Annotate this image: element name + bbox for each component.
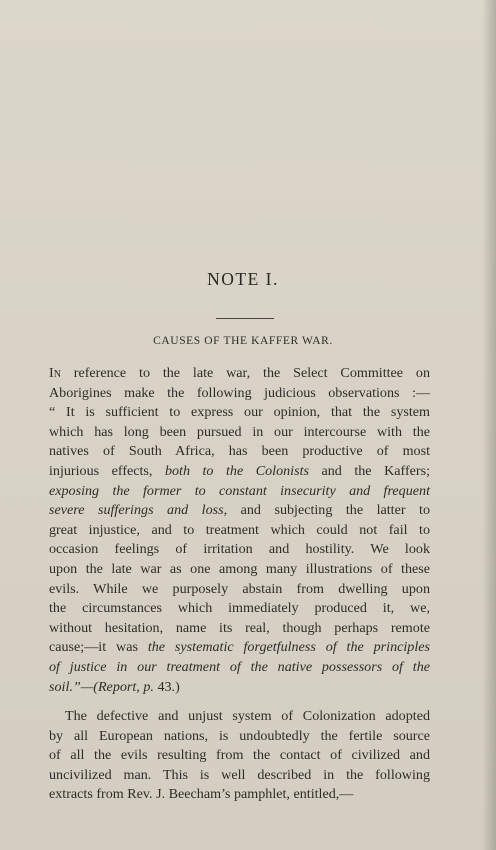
text-segment: of all the evils resulting from the contact of civilized and [49, 747, 430, 764]
text-segment: and the Kaffers; [308, 462, 430, 479]
text-segment: Report, p. [97, 678, 154, 695]
text-segment: upon the late war as one among many illustrations of these [49, 560, 430, 577]
text-segment: by all European nations, is undoubtedly the fertile source [49, 727, 430, 744]
text-line [49, 462, 430, 482]
text-segment: severe sufferings and loss, [49, 502, 228, 519]
text-line [49, 560, 430, 580]
text-line [49, 638, 430, 658]
paragraph-1 [49, 364, 430, 697]
text-segment: The defective and unjust system of Colonization adopted [65, 708, 430, 725]
text-segment: injurious effects, [49, 462, 165, 479]
text-line [49, 580, 430, 600]
page-edge-shadow [482, 0, 496, 850]
text-line [49, 619, 430, 639]
note-title: NOTE I. [207, 269, 279, 289]
text-segment: which has long been pursued in our intercourse with the [49, 423, 430, 440]
title-rule [216, 318, 274, 319]
text-segment: both to the Colonists [164, 462, 309, 479]
text-line [49, 384, 430, 404]
text-line [49, 727, 430, 747]
text-line [49, 707, 430, 727]
text-segment: reference to the late war, the Select Committee on [60, 365, 430, 381]
text-line [49, 501, 430, 521]
body-text [49, 364, 430, 805]
text-line [49, 423, 430, 443]
text-line [49, 658, 430, 678]
text-segment: the circumstances which immediately produced it, we, [49, 600, 430, 617]
text-segment: cause;—it was [49, 639, 148, 656]
text-line [49, 540, 430, 560]
text-line [49, 403, 430, 423]
text-line [49, 364, 430, 384]
text-line [49, 482, 430, 502]
text-line [49, 521, 430, 541]
paragraph-2 [49, 707, 430, 805]
text-segment: of justice in our treatment of the native possessors of the [49, 658, 430, 675]
text-line [49, 442, 430, 462]
text-line [49, 766, 430, 786]
text-segment: In [49, 365, 61, 381]
text-line [49, 678, 430, 698]
text-segment: Aborigines make the following judicious observations :— [49, 384, 430, 401]
text-line [49, 599, 430, 619]
paragraph-gap [49, 697, 430, 707]
text-segment: without hesitation, name its real, though perhaps remote [49, 619, 430, 636]
text-segment: natives of South Africa, has been productive of most [49, 443, 430, 460]
text-segment: evils. While we purposely abstain from dwelling upon [49, 580, 430, 597]
text-segment: occasion feelings of irritation and hostility. We look [49, 541, 430, 558]
text-segment: soil.”—( [49, 678, 98, 695]
text-segment: and subjecting the latter to [227, 502, 431, 519]
text-line [49, 746, 430, 766]
text-segment: exposing the former to constant insecurity and frequent [49, 482, 430, 499]
text-segment: 43.) [153, 678, 180, 695]
text-segment: “ It is sufficient to express our opinion, that the system [49, 404, 430, 421]
text-segment: great injustice, and to treatment which could not fail to [49, 521, 430, 538]
text-segment: uncivilized man. This is well described in the following [49, 766, 430, 783]
section-title: CAUSES OF THE KAFFER WAR. [153, 335, 333, 347]
text-segment: the systematic forgetfulness of the principles [147, 639, 430, 656]
text-line [49, 785, 430, 805]
text-segment: extracts from Rev. J. Beecham’s pamphlet, entitled,— [49, 786, 354, 803]
